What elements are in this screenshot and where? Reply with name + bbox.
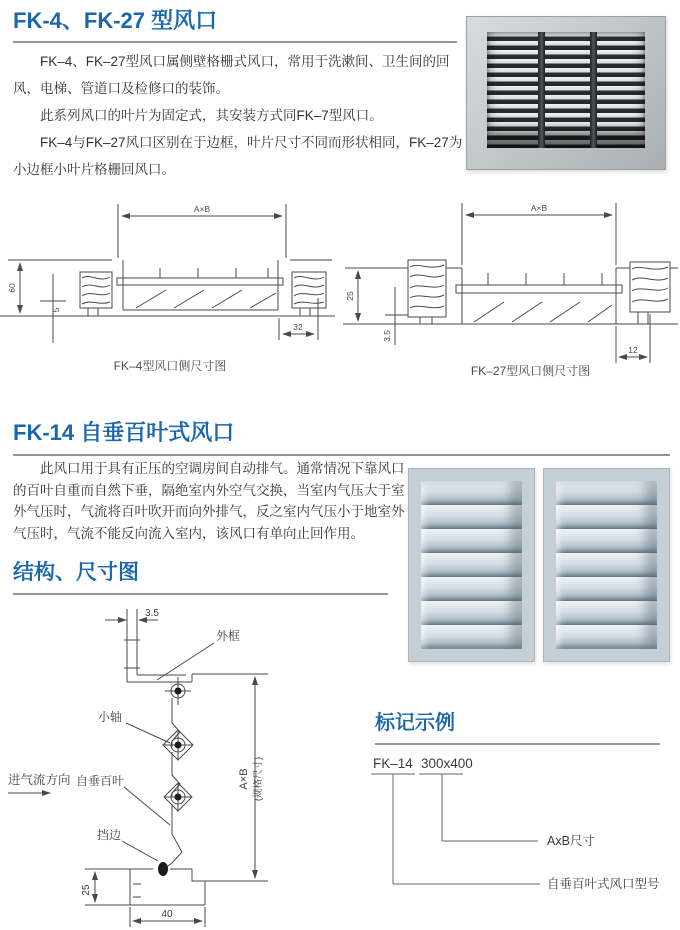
louver-slats [556, 481, 657, 649]
paragraph-2: 此系列风口的叶片为固定式，其安装方式同FK–7型风口。 [40, 108, 383, 123]
grille-product-photo [466, 16, 666, 170]
louver-product-photo-right [543, 468, 670, 662]
section1-body [13, 48, 465, 183]
paragraph-fk14: 此风口用于具有正压的空调房间自动排气。通常情况下靠风口的百叶自重而自然下垂，隔绝室内外空气交换，当室内气压大于室外气压时，气流将百叶吹开而向外排气，反之室内气压小于地室外气压时，气流不能反向流入室内，该风口有单向止回作用。 [13, 461, 405, 541]
fk4-dim-axb: A×B [193, 204, 211, 214]
edge-label: 挡边 [97, 828, 122, 842]
fk27-drawing-caption: FK–27型风口侧尺寸图 [470, 364, 591, 378]
structure-dim-axb: A×B [238, 768, 250, 790]
structure-heading: 结构、尺寸图 [13, 561, 139, 584]
fk27-dim-axb: A×B [530, 203, 548, 213]
louver-slats [421, 481, 522, 649]
paragraph-3: FK–4与FK–27风口区别在于边框，叶片尺寸不同而形状相同，FK–27为小边框小叶片格栅回风口。 [13, 135, 463, 177]
section2-body [13, 458, 407, 544]
marking-size-label: AxB尺寸 [547, 834, 595, 848]
marking-model-label: 自垂百叶式风口型号 [547, 877, 660, 891]
fk4-dim-5: 5 [51, 307, 61, 313]
marking-size: 300x400 [421, 756, 473, 771]
fk4-drawing-caption: FK–4型风口侧尺寸图 [113, 359, 227, 373]
structure-dim-40: 40 [161, 909, 173, 920]
grille-slats [487, 32, 645, 148]
marking-model: FK–14 [373, 756, 413, 771]
section1-title: FK-4、FK-27 型风口 [13, 8, 218, 33]
fk4-side-dimension-drawing [0, 198, 340, 363]
outer-frame-label: 外框 [216, 629, 241, 643]
grille-mullion [590, 32, 597, 148]
structure-dim-3-5: 3.5 [145, 608, 159, 619]
pin-label: 小轴 [98, 710, 123, 724]
section2-title: FK-14 自垂百叶式风口 [13, 420, 235, 445]
fk27-dim-3-5: 3.5 [382, 330, 392, 342]
structure-dim-25: 25 [81, 884, 92, 896]
airflow-direction-label: 进气流方向 [8, 773, 71, 787]
marking-example-diagram [355, 733, 680, 918]
structure-dim-axb-sub: (规格尺寸) [253, 756, 264, 802]
fk4-dim-32: 32 [293, 322, 303, 332]
louver-label: 自垂百叶 [76, 774, 125, 788]
fk27-side-dimension-drawing [340, 195, 680, 367]
paragraph-1: FK–4、FK–27型风口属侧壁格栅式风口，常用于洗漱间、卫生间的回风，电梯、管道口及检修口的装饰。 [13, 54, 450, 96]
fk27-dim-25: 25 [345, 291, 355, 301]
fk27-dim-12: 12 [628, 345, 638, 355]
louver-product-photo-left [408, 468, 535, 662]
fk4-dim-60: 60 [7, 283, 17, 293]
marking-example-heading: 标记示例 [375, 712, 455, 734]
grille-mullion [538, 32, 545, 148]
fk14-structure-drawing [0, 597, 345, 930]
